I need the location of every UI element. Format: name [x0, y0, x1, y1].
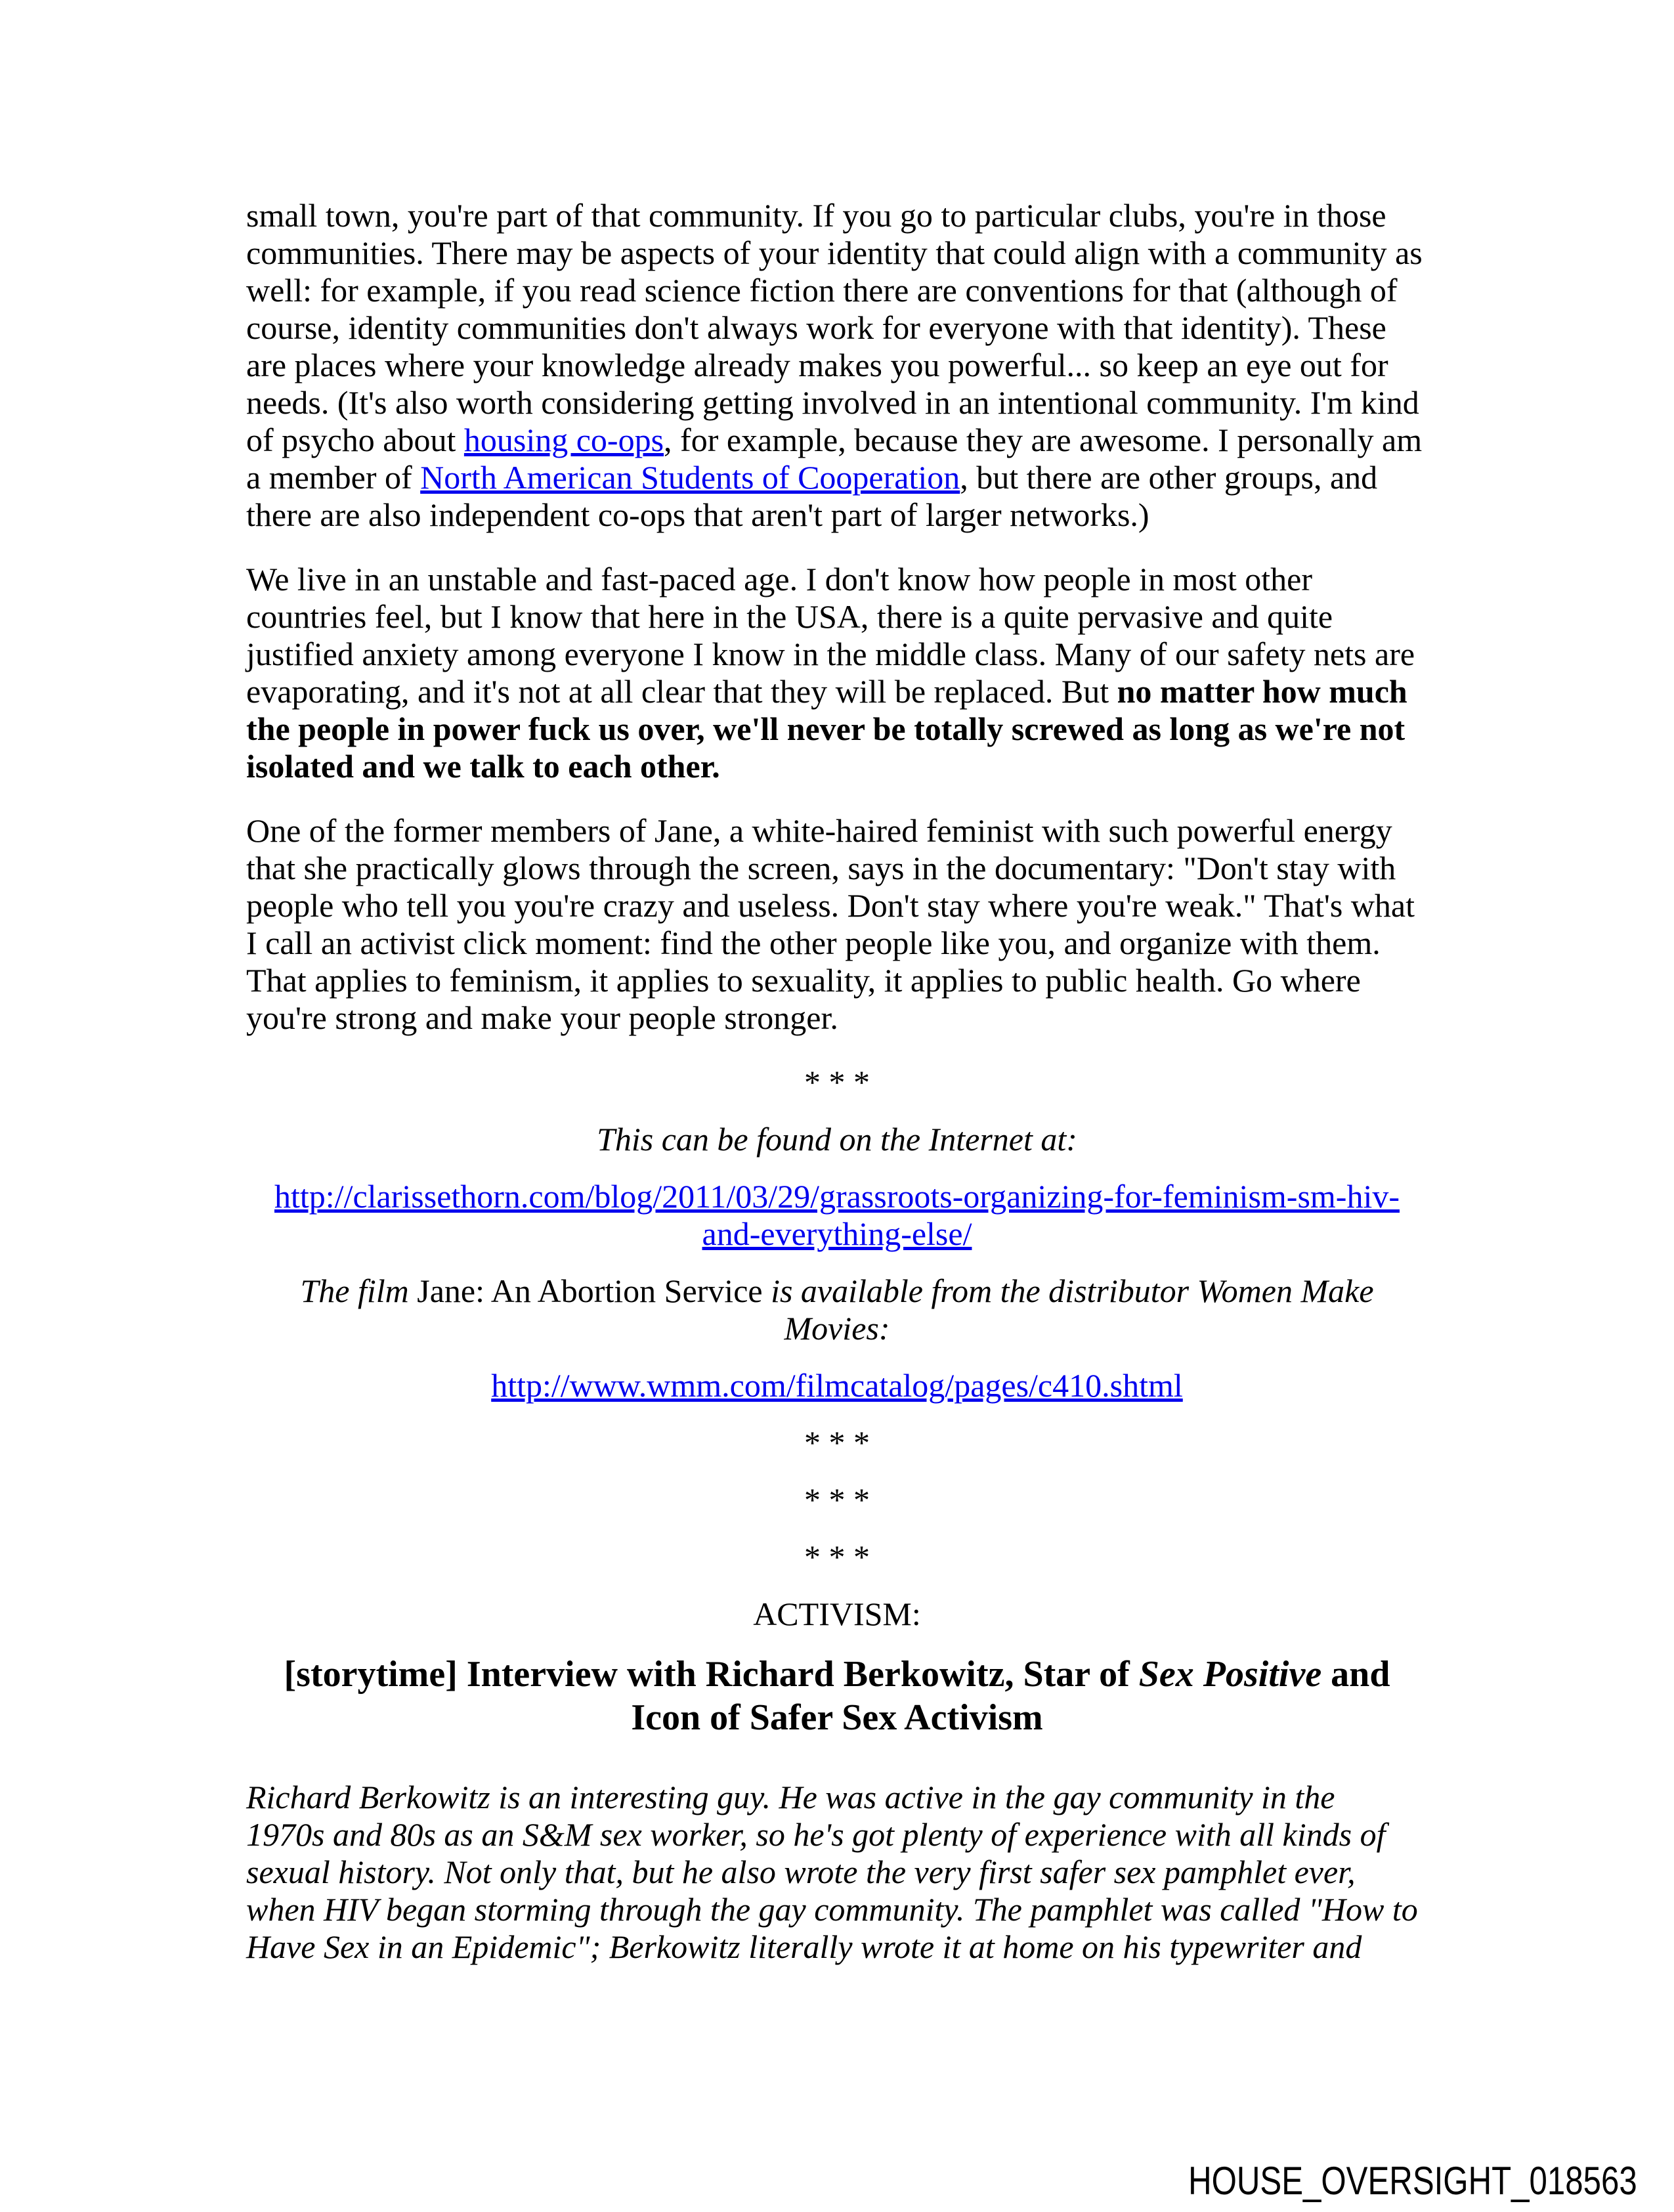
separator-3: [246, 1481, 1428, 1519]
text-segment: and: [1321, 1654, 1390, 1695]
separator-1: [246, 1064, 1428, 1101]
text-segment: evaporating, and it's not at all clear that they will be replaced. But: [246, 673, 1117, 710]
text-line: [246, 422, 1428, 459]
text-segment: * * *: [804, 1481, 870, 1518]
text-line: [246, 1424, 1428, 1462]
text-line: [246, 272, 1428, 309]
paragraph-community: [246, 197, 1428, 534]
text-segment: the people in power fuck us over, we'll never be totally screwed as long as we're not: [246, 710, 1406, 747]
text-segment: * * *: [804, 1538, 870, 1575]
link-north-american-students-of-cooperation[interactable]: North American Students of Cooperation: [420, 459, 960, 496]
document-content: [246, 197, 1428, 1993]
text-line: [246, 1928, 1428, 1966]
text-segment: no matter how much: [1117, 673, 1407, 710]
text-segment: ACTIVISM:: [753, 1595, 921, 1632]
text-segment: The film: [300, 1272, 418, 1309]
text-segment: isolated and we talk to each other.: [246, 748, 720, 785]
separator-4: [246, 1538, 1428, 1576]
text-line: [246, 384, 1428, 422]
text-segment: Richard Berkowitz is an interesting guy. He was active in the gay community in the: [246, 1779, 1335, 1815]
text-segment: of psycho about: [246, 422, 464, 458]
text-segment: are places where your knowledge already makes you powerful... so keep an eye out for: [246, 347, 1388, 383]
text-line: [246, 1779, 1428, 1816]
text-segment: * * *: [804, 1064, 870, 1100]
text-segment: small town, you're part of that community. If you go to particular clubs, you're in those: [246, 197, 1386, 234]
text-line: [246, 234, 1428, 272]
text-line: [246, 1595, 1428, 1633]
text-line: [246, 347, 1428, 384]
text-line: [246, 673, 1428, 710]
text-segment: This can be found on the Internet at:: [597, 1121, 1077, 1158]
text-line: [246, 812, 1428, 850]
text-segment: Jane: An Abortion Service: [417, 1272, 763, 1309]
text-line: [246, 1854, 1428, 1891]
link-clarissethorn-url: [246, 1178, 1428, 1253]
text-segment: , for example, because they are awesome. I personally am: [664, 422, 1423, 458]
text-line: [246, 1816, 1428, 1854]
text-line: [246, 962, 1428, 999]
bates-stamp-watermark: HOUSE_OVERSIGHT_018563: [1188, 2159, 1637, 2203]
text-segment: you're strong and make your people stronger.: [246, 999, 838, 1036]
text-segment: justified anxiety among everyone I know in the middle class. Many of our safety nets are: [246, 636, 1415, 672]
text-segment: 1970s and 80s as an S&M sex worker, so he's got plenty of experience with all kinds of: [246, 1816, 1386, 1853]
text-line: [246, 1367, 1428, 1404]
text-line: [246, 197, 1428, 234]
text-segment: is available from the distributor Women Make: [762, 1272, 1374, 1309]
text-line: [246, 710, 1428, 748]
text-line: [246, 309, 1428, 347]
separator-2: [246, 1424, 1428, 1462]
text-line: [246, 561, 1428, 598]
heading-storytime-interview: [246, 1653, 1428, 1739]
text-line: [246, 1310, 1428, 1347]
text-segment: [storytime] Interview with Richard Berkowitz, Star of: [284, 1654, 1139, 1695]
link-housing-co-ops[interactable]: housing co-ops: [463, 422, 664, 458]
text-line: [246, 636, 1428, 673]
text-line: [246, 598, 1428, 636]
text-line: [246, 1064, 1428, 1101]
text-line: [246, 1121, 1428, 1158]
text-line: [246, 850, 1428, 887]
text-segment: , but there are other groups, and: [960, 459, 1378, 496]
text-line: [246, 999, 1428, 1037]
text-line: [246, 924, 1428, 962]
text-segment: when HIV began storming through the gay community. The pamphlet was called "How to: [246, 1891, 1418, 1928]
link-clarissethorn-url-line-1[interactable]: http://clarissethorn.com/blog/2011/03/29/grassroots-organizing-for-feminism-sm-hiv-: [274, 1178, 1400, 1215]
text-line: [246, 1696, 1428, 1739]
text-line: [246, 1178, 1428, 1215]
text-line: [246, 496, 1428, 534]
paragraph-jane-documentary: [246, 812, 1428, 1037]
text-line: [246, 1272, 1428, 1310]
text-segment: well: for example, if you read science fiction there are conventions for that (although of: [246, 272, 1398, 309]
text-segment: Sex Positive: [1138, 1654, 1322, 1695]
text-segment: Movies:: [784, 1310, 890, 1347]
link-wmm-url: [246, 1367, 1428, 1404]
text-segment: course, identity communities don't always work for everyone with that identity). These: [246, 309, 1386, 346]
text-line: [246, 748, 1428, 785]
link-clarissethorn-url-line-2[interactable]: and-everything-else/: [702, 1215, 972, 1252]
text-segment: a member of: [246, 459, 421, 496]
internet-note: [246, 1121, 1428, 1158]
text-segment: Icon of Safer Sex Activism: [631, 1697, 1043, 1738]
paragraph-berkowitz-intro: [246, 1779, 1428, 1966]
text-line: [246, 1215, 1428, 1253]
text-line: [246, 1891, 1428, 1928]
text-segment: That applies to feminism, it applies to sexuality, it applies to public health. Go where: [246, 962, 1361, 999]
section-label-activism: [246, 1595, 1428, 1633]
text-line: [246, 1481, 1428, 1519]
text-segment: Have Sex in an Epidemic"; Berkowitz literally wrote it at home on his typewriter and: [246, 1928, 1362, 1965]
text-segment: that she practically glows through the screen, says in the documentary: "Don't stay with: [246, 850, 1396, 886]
text-segment: * * *: [804, 1424, 870, 1461]
text-segment: One of the former members of Jane, a white-haired feminist with such powerful energy: [246, 812, 1392, 849]
text-segment: communities. There may be aspects of your identity that could align with a community as: [246, 234, 1423, 271]
text-segment: I call an activist click moment: find the other people like you, and organize with them.: [246, 924, 1381, 961]
text-line: [246, 459, 1428, 496]
text-segment: We live in an unstable and fast-paced age. I don't know how people in most other: [246, 561, 1312, 597]
text-segment: needs. (It's also worth considering getting involved in an intentional community. I'm kind: [246, 384, 1419, 421]
text-segment: countries feel, but I know that here in the USA, there is a quite pervasive and quite: [246, 598, 1333, 635]
text-segment: people who tell you you're crazy and useless. Don't stay where you're weak." That's what: [246, 887, 1415, 924]
text-line: [246, 1653, 1428, 1696]
paragraph-unstable-age: [246, 561, 1428, 785]
link-wmm-url-line-1[interactable]: http://www.wmm.com/filmcatalog/pages/c410.shtml: [491, 1367, 1183, 1404]
text-line: [246, 887, 1428, 924]
text-segment: sexual history. Not only that, but he also wrote the very first safer sex pamphlet ever,: [246, 1854, 1356, 1890]
film-distributor-note: [246, 1272, 1428, 1347]
text-segment: there are also independent co-ops that aren't part of larger networks.): [246, 496, 1149, 533]
text-line: [246, 1538, 1428, 1576]
